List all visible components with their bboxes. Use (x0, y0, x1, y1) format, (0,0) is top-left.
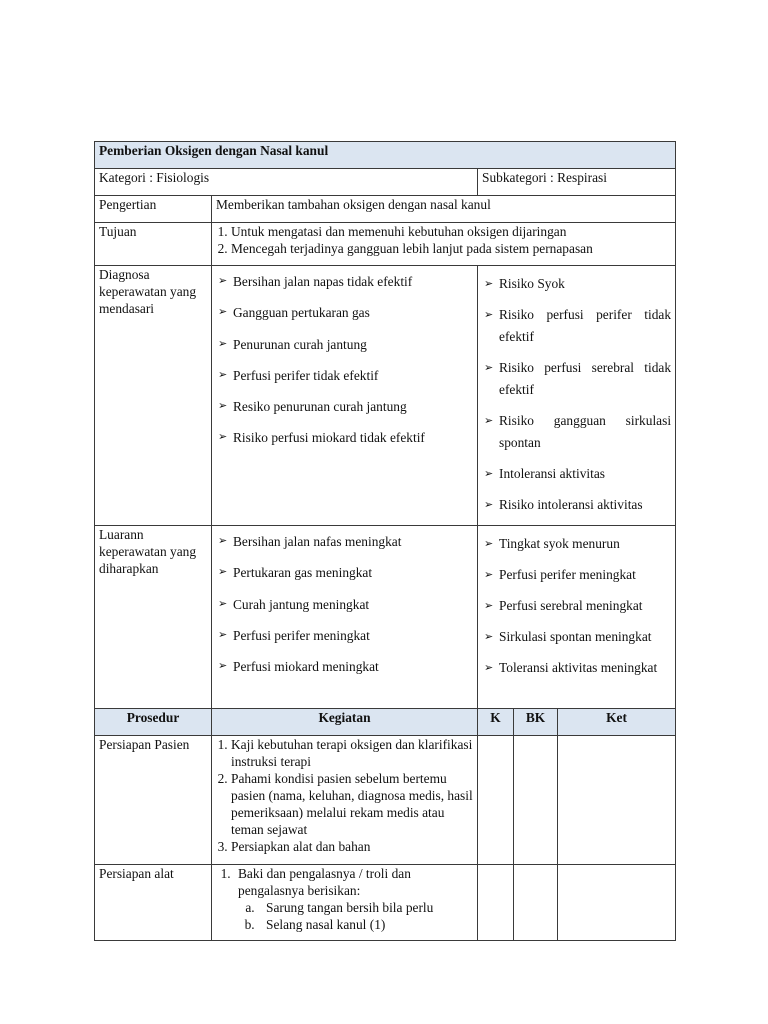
list-item (482, 595, 671, 617)
header-ket: Ket (558, 709, 676, 736)
list-item-text: Baki dan pengalasnya / troli dan pengalasnya berisikan: (238, 866, 411, 898)
list-item (216, 304, 473, 335)
luaran-row (95, 526, 676, 709)
list-item: 1. Kaji kebutuhan terapi oksigen dan klarifikasi instruksi terapi (231, 736, 473, 770)
diagnosa-right-list (482, 266, 671, 516)
pengertian-text: Memberikan tambahan oksigen dengan nasal kanul (212, 196, 676, 223)
category-row (95, 169, 676, 196)
arrow-bullet-icon: ➢ (484, 600, 494, 612)
arrow-bullet-icon: ➢ (218, 597, 228, 610)
list-item (216, 627, 473, 658)
list-item (216, 533, 473, 564)
list-item-text: Risiko perfusi serebral tidak efektif (499, 360, 672, 397)
persiapan-alat-label: Persiapan alat (95, 865, 212, 941)
list-item (234, 865, 473, 933)
luaran-label: Luarann keperawatan yang diharapkan (95, 526, 212, 709)
tujuan-item: 1. Untuk mengatasi dan memenuhi kebutuhan oksigen dijaringan (231, 223, 671, 240)
arrow-bullet-icon: ➢ (218, 368, 228, 381)
list-item-text: Intoleransi aktivitas (499, 466, 605, 481)
persiapan-alat-list (216, 865, 473, 933)
diagnosa-left-list (216, 266, 473, 461)
list-item-text: Pertukaran gas meningkat (233, 565, 373, 581)
tujuan-label: Tujuan (95, 223, 212, 266)
persiapan-pasien-row (95, 736, 676, 865)
list-item (216, 564, 473, 595)
sub-list-item: b. Selang nasal kanul (1) (258, 916, 473, 933)
arrow-bullet-icon: ➢ (218, 535, 228, 547)
list-item (482, 533, 671, 555)
list-item-text: Risiko intoleransi aktivitas (499, 497, 643, 512)
list-item-text: Risiko Syok (499, 276, 565, 291)
list-item: 2. Pahami kondisi pasien sebelum bertemu pasien (nama, keluhan, diagnosa medis, hasil pemeriksaan) melalui rekam medis atau teman sejawat (231, 770, 473, 838)
k-cell[interactable] (478, 736, 514, 865)
bk-cell[interactable] (514, 736, 558, 865)
procedure-header-row (95, 709, 676, 736)
arrow-bullet-icon: ➢ (484, 278, 494, 290)
tujuan-cell (212, 223, 676, 266)
list-item (482, 463, 671, 485)
arrow-bullet-icon: ➢ (484, 468, 494, 480)
diagnosa-right-cell (478, 266, 676, 526)
arrow-bullet-icon: ➢ (218, 628, 228, 641)
list-item-text: Curah jantung meningkat (233, 596, 370, 612)
luaran-right-list (482, 526, 671, 679)
k-cell[interactable] (478, 865, 514, 941)
arrow-bullet-icon: ➢ (484, 662, 494, 674)
list-item-text: Resiko penurunan curah jantung (233, 399, 407, 415)
list-item (482, 410, 671, 454)
list-item (216, 398, 473, 429)
sub-list-item: a. Sarung tangan bersih bila perlu (258, 899, 473, 916)
list-item-text: Risiko gangguan sirkulasi spontan (499, 413, 672, 450)
document-title: Pemberian Oksigen dengan Nasal kanul (95, 142, 676, 169)
list-item (482, 657, 671, 679)
list-item (482, 357, 671, 401)
arrow-bullet-icon: ➢ (484, 415, 494, 427)
header-kegiatan: Kegiatan (212, 709, 478, 736)
header-bk: BK (514, 709, 558, 736)
list-item (482, 273, 671, 295)
list-item-text: Perfusi serebral meningkat (499, 598, 643, 613)
list-item-text: Perfusi perifer tidak efektif (233, 367, 379, 383)
list-item-text: Bersihan jalan napas tidak efektif (233, 274, 413, 289)
luaran-right-cell (478, 526, 676, 709)
arrow-bullet-icon: ➢ (218, 566, 228, 579)
arrow-bullet-icon: ➢ (218, 306, 228, 319)
arrow-bullet-icon: ➢ (484, 362, 494, 374)
ket-cell[interactable] (558, 865, 676, 941)
header-k: K (478, 709, 514, 736)
arrow-bullet-icon: ➢ (484, 309, 494, 321)
persiapan-alat-sublist (238, 899, 473, 933)
list-item-text: Toleransi aktivitas meningkat (499, 660, 658, 675)
subkategori-cell: Subkategori : Respirasi (478, 169, 676, 196)
persiapan-alat-cell (212, 865, 478, 941)
persiapan-pasien-list (216, 736, 473, 855)
arrow-bullet-icon: ➢ (218, 275, 228, 287)
luaran-left-list (216, 526, 473, 689)
list-item-text: Perfusi perifer meningkat (499, 567, 636, 582)
list-item (216, 596, 473, 627)
list-item-text: Gangguan pertukaran gas (233, 305, 370, 321)
arrow-bullet-icon: ➢ (218, 660, 228, 673)
ket-cell[interactable] (558, 736, 676, 865)
list-item-text: Tingkat syok menurun (499, 536, 620, 551)
list-item (482, 626, 671, 648)
bk-cell[interactable] (514, 865, 558, 941)
tujuan-row (95, 223, 676, 266)
list-item (216, 429, 473, 460)
list-item-text: Sirkulasi spontan meningkat (499, 629, 652, 644)
arrow-bullet-icon: ➢ (218, 431, 228, 444)
list-item: 3. Persiapkan alat dan bahan (231, 838, 473, 855)
tujuan-item: 2. Mencegah terjadinya gangguan lebih lanjut pada sistem pernapasan (231, 240, 671, 257)
kategori-cell: Kategori : Fisiologis (95, 169, 478, 196)
list-item-text: Risiko perfusi miokard tidak efektif (233, 430, 425, 446)
tujuan-list (216, 223, 671, 257)
list-item (482, 494, 671, 516)
persiapan-pasien-cell (212, 736, 478, 865)
pengertian-row (95, 196, 676, 223)
header-prosedur: Prosedur (95, 709, 212, 736)
list-item (216, 273, 473, 304)
persiapan-pasien-label: Persiapan Pasien (95, 736, 212, 865)
diagnosa-label: Diagnosa keperawatan yang mendasari (95, 266, 212, 526)
pengertian-label: Pengertian (95, 196, 212, 223)
list-item (482, 304, 671, 348)
list-item-text: Risiko perfusi perifer tidak efektif (499, 307, 672, 344)
list-item-text: Bersihan jalan nafas meningkat (233, 534, 402, 549)
list-item-text: Perfusi perifer meningkat (233, 627, 370, 643)
title-row (95, 142, 676, 169)
arrow-bullet-icon: ➢ (218, 337, 228, 350)
list-item-text: Perfusi miokard meningkat (233, 659, 379, 675)
list-item (216, 336, 473, 367)
persiapan-alat-row (95, 865, 676, 941)
arrow-bullet-icon: ➢ (484, 538, 494, 550)
arrow-bullet-icon: ➢ (484, 631, 494, 643)
diagnosa-left-cell (212, 266, 478, 526)
arrow-bullet-icon: ➢ (484, 569, 494, 581)
diagnosa-row (95, 266, 676, 526)
list-item (482, 564, 671, 586)
sop-table (94, 141, 676, 941)
list-item-text: Penurunan curah jantung (233, 336, 367, 352)
list-item (216, 658, 473, 689)
arrow-bullet-icon: ➢ (218, 400, 228, 413)
luaran-left-cell (212, 526, 478, 709)
list-item (216, 367, 473, 398)
arrow-bullet-icon: ➢ (484, 499, 494, 511)
